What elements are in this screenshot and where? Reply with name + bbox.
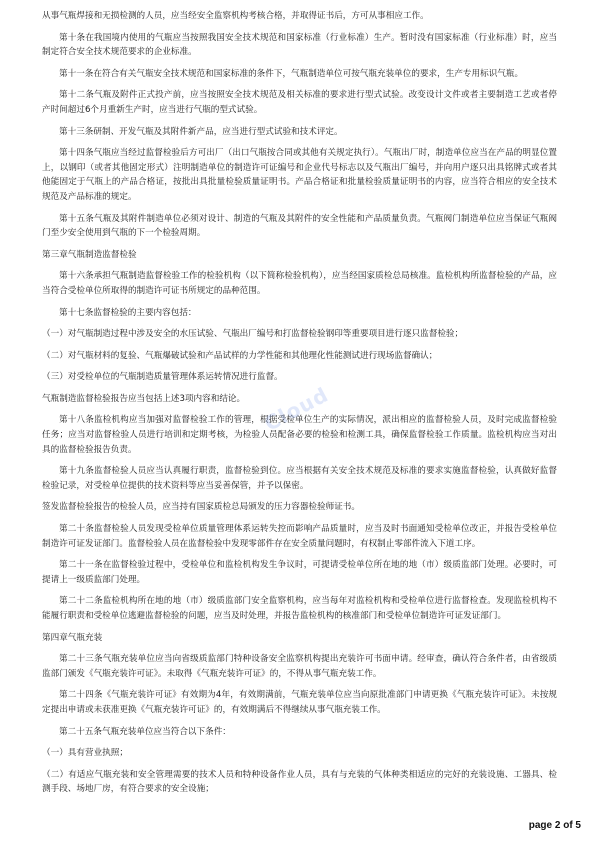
paragraph: （三）对受检单位的气瓶制造质量管理体系运转情况进行监督。 bbox=[42, 372, 283, 383]
paragraph: 从事气瓶焊接和无损检测的人员，应当经安全监察机构考核合格，并取得证书后，方可从事相应工作。 bbox=[42, 11, 429, 21]
paragraph: （二）对气瓶材料的复验、气瓶爆破试验和产品试样的力学性能和其他理化性能测试进行现场监督确认； bbox=[42, 350, 438, 361]
paragraph: 第十六条承担气瓶制造监督检验工作的检验机构（以下简称检验机构），应当经国家质检总局核准。监检机构所监督检验的产品，应当符合受检单位所取得的制造许可证书所规定的品种范围。 bbox=[42, 271, 557, 296]
chapter-heading: 第四章气瓶充装 bbox=[42, 632, 103, 643]
watermark: Cloud bbox=[260, 382, 333, 436]
paragraph: 第十八条监检机构应当加强对监督检验工作的管理，根据受检单位生产的实际情况，派出相应的监督检验人员，及时完成监督检验任务；应当对监督检验人员进行培训和定期考核，为检验人员配备必要的检验和检测工具，确保监督检验工作质量。监检机构应当对出具的监督检验报告负责。 bbox=[42, 415, 557, 455]
paragraph: 签发监督检验报告的检验人员，应当持有国家质检总局颁发的压力容器检验师证书。 bbox=[42, 502, 360, 513]
chapter-heading: 第三章气瓶制造监督检验 bbox=[42, 249, 137, 260]
paragraph: 第十三条研制、开发气瓶及其附件新产品，应当进行型式试验和技术评定。 bbox=[59, 126, 343, 137]
paragraph: 第十条在我国境内使用的气瓶应当按照我国安全技术规范和国家标准（行业标准）生产。暂时没有国家标准（行业标准）时，应当制定符合安全技术规范要求的企业标准。 bbox=[42, 32, 557, 58]
paragraph: （一）具有营业执照； bbox=[42, 748, 128, 759]
paragraph: （二）有适应气瓶充装和安全管理需要的技术人员和特种设备作业人员，具有与充装的气体种类相适应的完好的充装设施、工器具、检测手段、场地厂房，有符合要求的安全设施； bbox=[42, 769, 557, 795]
paragraph: 第二十四条《气瓶充装许可证》有效期为4年，有效期满前，气瓶充装单位应当向原批准部门申请更换《气瓶充装许可证》。未按规定提出申请或未获准更换《气瓶充装许可证》的，有效期满后不得继续从事气瓶充装工作。 bbox=[42, 690, 557, 715]
paragraph: 第十二条气瓶及附件正式投产前，应当按照安全技术规范及相关标准的要求进行型式试验。改变设计文件或者主要制造工艺或者停产时间超过6个月重新生产时，应当进行气瓶的型式试验。 bbox=[42, 90, 557, 115]
paragraph: 第二十五条气瓶充装单位应当符合以下条件： bbox=[59, 726, 231, 737]
paragraph: 第二十二条监检机构所在地的地（市）级质监部门安全监察机构，应当每年对监检机构和受检单位进行监督检查。发现监检机构不能履行职责和受检单位逃避监督检验的问题，应当及时处理，并报告监检机构的核准部门和受检单位制造许可证发证部门。 bbox=[42, 596, 557, 621]
page-number: page 2 of 5 bbox=[528, 820, 581, 831]
paragraph: 第十九条监督检验人员应当认真履行职责，监督检验到位。应当根据有关安全技术规范及标准的要求实施监督检验，认真做好监督检验记录，对受检单位提供的技术资料等应当妥善保管，并予以保密。 bbox=[42, 466, 557, 491]
paragraph: 第二十一条在监督检验过程中，受检单位和监检机构发生争议时，可提请受检单位所在地的地（市）级质监部门处理。必要时，可提请上一级质监部门处理。 bbox=[42, 560, 557, 585]
paragraph: 第十五条气瓶及其附件制造单位必须对设计、制造的气瓶及其附件的安全性能和产品质量负责。气瓶阀门制造单位应当保证气瓶阀门至少安全使用到气瓶的下一个检验周期。 bbox=[42, 213, 557, 239]
paragraph: 第十七条监督检验的主要内容包括： bbox=[59, 307, 197, 318]
paragraph: 第十四条气瓶应当经过监督检验后方可出厂（出口气瓶按合同或其他有关规定执行）。气瓶出厂时，制造单位应当在产品的明显位置上，以钢印（或者其他固定形式）注明制造单位的制造许可证编号和企业代号标志以及气瓶出厂编号，并向用户逐只出具铭牌式或者其他能固定于气瓶上的产品合格证，按批出具批量检验质量证明书。产品合格证和批量检验质量证明书的内容，应当符合相应的安全技术规范及产品标准的规定。 bbox=[42, 148, 557, 202]
paragraph: 第二十三条气瓶充装单位应当向省级质监部门特种设备安全监察机构提出充装许可书面申请。经审查，确认符合条件者，由省级质监部门颁发《气瓶充装许可证》。未取得《气瓶充装许可证》的，不得从事气瓶充装工作。 bbox=[42, 654, 557, 679]
paragraph: 气瓶制造监督检验报告应当包括上述3项内容和结论。 bbox=[42, 393, 246, 404]
paragraph: 第二十条监督检验人员发现受检单位质量管理体系运转失控而影响产品质量时，应当及时书面通知受检单位改正，并报告受检单位制造许可证发证部门。监督检验人员在监督检验中发现零部件存在安全质量问题时，有权制止零部件流入下道工序。 bbox=[42, 524, 557, 549]
paragraph: （一）对气瓶制造过程中涉及安全的水压试验、气瓶出厂编号和打监督检验钢印等重要项目进行逐只监督检验； bbox=[42, 329, 464, 340]
paragraph: 第十一条在符合有关气瓶安全技术规范和国家标准的条件下，气瓶制造单位可按气瓶充装单位的要求，生产专用标识气瓶。 bbox=[59, 68, 524, 79]
